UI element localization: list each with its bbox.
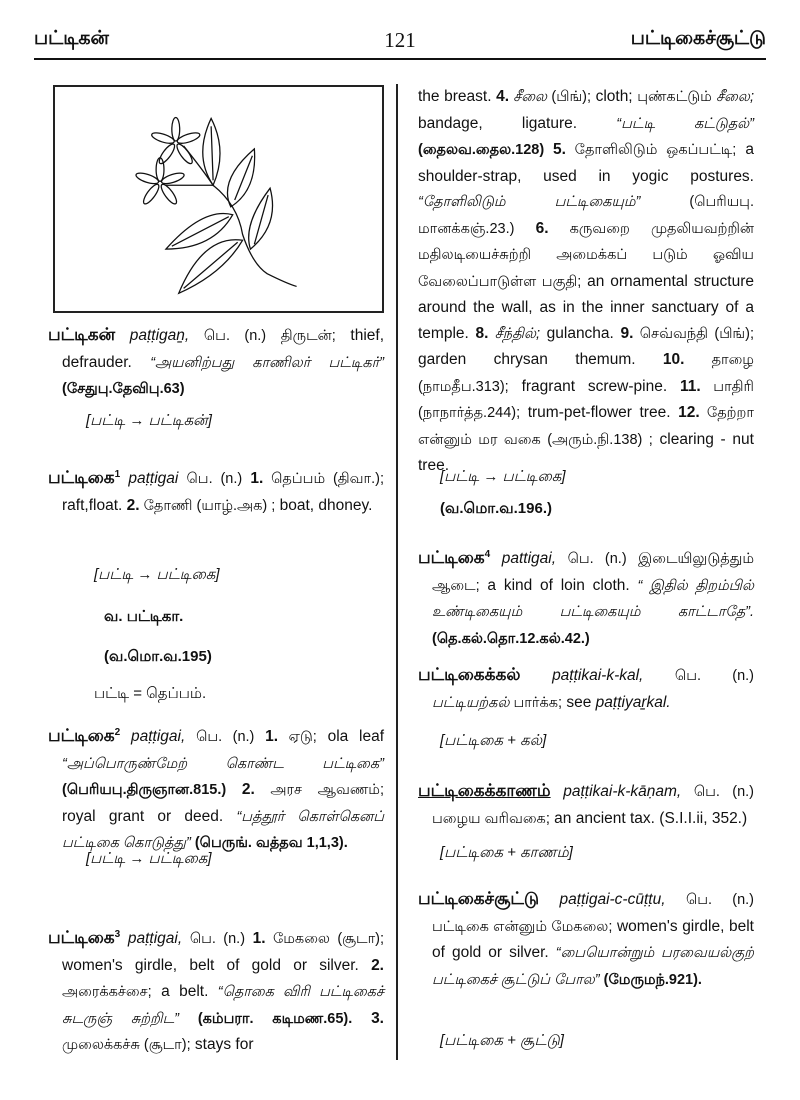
sense-number: 4. (496, 88, 510, 105)
headword: பட்டிகைக்கல் (418, 665, 521, 684)
sense-number: 6. (535, 219, 549, 237)
leaf-icon (166, 213, 233, 249)
sense-number: 2. (126, 496, 140, 514)
definition-ta: பழைய வரிவகை; (432, 810, 550, 827)
sense-number: 2. (371, 956, 384, 974)
quotation: “அப்பொருண்மேற் கொண்ட பட்டிகை” (62, 755, 384, 772)
part-of-speech: பெ. (n.) (196, 729, 255, 746)
definition-en: stays for (190, 1036, 254, 1054)
entry-pattikai-k-kanam (418, 778, 754, 832)
sense-number: 10. (662, 351, 685, 368)
citation: (பெரியபு. மானக்கஞ்.23.) (418, 194, 754, 237)
definition-en: raft,float. (62, 496, 127, 514)
definition-en: a belt. (151, 983, 218, 1001)
quotation: “தோளிலிடும் பட்டிகையும்” (418, 194, 641, 210)
definition-ta: இடையிலுடுத்தும் ஆடை; (432, 551, 754, 594)
definition-en: gulancha. (540, 324, 621, 342)
reference-note: (வ.மொ.வ.195) (104, 648, 212, 665)
definition-en: an ancient tax. (S.I.I.ii, 352.) (549, 809, 748, 827)
leaf-icon (249, 188, 273, 249)
transliteration: paṭṭikai-k-kāṇam, (563, 783, 682, 800)
headword: பட்டிகை (48, 726, 115, 746)
part-of-speech: பெ. (n.) (186, 471, 243, 488)
sense-number: 1. (265, 728, 279, 746)
running-header (34, 22, 766, 60)
part-of-speech: பெ. (n.) (674, 668, 755, 684)
part-of-speech: பெ. (n.) (189, 931, 246, 948)
quotation: “பையொன்றும் பரவையல்குற் பட்டிகைச் சூட்டுப் போல” (432, 945, 755, 988)
transliteration: paṭṭigaṉ, (129, 327, 190, 344)
headword: பட்டிகை (418, 548, 485, 568)
definition-ta: புண்கட்டும் (637, 89, 717, 105)
part-of-speech: பெ. (n.) (567, 551, 627, 568)
definition-en: a shoulder-strap, used in yogic postures. (418, 141, 754, 185)
definition-ta: திருடன்; (280, 328, 336, 344)
leaf-icon (227, 149, 254, 207)
definition-ta: அரச ஆவணம்; (254, 782, 384, 799)
branch-stem (184, 146, 297, 286)
part-of-speech: பெ. (n.) (203, 328, 267, 344)
entry-pattigai-4 (418, 542, 754, 652)
definition-en: bandage, ligature. (418, 114, 617, 132)
citation: (பெருங். வத்தவ 1,1,3). (190, 835, 348, 852)
definition-en: royal grant or deed. (62, 807, 237, 825)
definition-ta: மேகலை (சூடா); (265, 931, 384, 948)
quotation: “தொகை விரி பட்டிகைச் சுடருஞ் சுற்றிட” (62, 984, 384, 1027)
entry-pattigai-3-continued (418, 84, 754, 479)
homonym-number: 1 (114, 469, 121, 480)
definition-ta: தெப்பம் (திவா.); (263, 471, 385, 488)
homonym-number: 2 (114, 727, 121, 738)
definition-ta: தோளிலிடும் ஒகப்பட்டி; (565, 142, 737, 158)
definition-ta: அரைக்கச்சை; (62, 984, 152, 1001)
etymology: [பட்டி → பட்டிகன்] (86, 412, 212, 429)
definition-ta: கருவறை முதலியவற்றின் மதிலடியைச்சுற்றி அமைக்கப் படும் ஓவிய வேலைப்பாடுள்ள பகுதி; (418, 220, 754, 290)
quotation: “பட்டி கட்டுதல்” (616, 115, 755, 132)
transliteration: paṭṭikai-k-kal, (552, 667, 644, 684)
definition-en: trum-pet-flower tree. (520, 404, 679, 421)
column-divider (396, 84, 398, 1060)
sense-number: 1. (250, 470, 264, 488)
definition-ta: தாழை (நாமதீப.313); (418, 352, 754, 395)
entry-pattigai-1 (48, 462, 384, 519)
homonym-number: 4 (484, 549, 491, 560)
reference-note: (வ.மொ.வ.196.) (440, 500, 552, 517)
definition-ta: பட்டிகை என்னும் மேகலை; (432, 918, 613, 935)
citation: (சேதுபு.தேவிபு.63) (62, 381, 185, 397)
see-label-en: see (562, 693, 596, 711)
citation: (பெரியபு.திருஞான.815.) (62, 782, 242, 799)
definition-en: garden chrysan themum. (418, 351, 663, 368)
etymology: [பட்டிகை + சூட்டு] (440, 1032, 564, 1049)
transliteration: pattigai, (501, 550, 557, 568)
definition-en: boat, dhoney. (275, 496, 373, 514)
citation: (தெ.கல்.தொ.12.கல்.42.) (432, 630, 590, 647)
definition-ta: சீந்தில்; (488, 325, 541, 342)
definition-en: a kind of loin cloth. (479, 576, 638, 594)
definition-en: an ornamental structure around the wall, as in the inner sanctuary of a temple. (418, 272, 754, 342)
part-of-speech: பெ. (n.) (685, 892, 755, 908)
sense-number: 2. (241, 781, 255, 799)
transliteration: paṭṭigai, (127, 930, 183, 948)
guide-word-left: பட்டிகன் (34, 28, 109, 49)
etymology: [பட்டி → பட்டிகை] (440, 468, 566, 485)
citation: (மேருமந்.921). (599, 971, 702, 988)
see-label-ta: பார்க்க; (509, 694, 563, 711)
headword: பட்டிகைக்காணம் (418, 781, 551, 800)
entry-pattigai-2 (48, 720, 384, 857)
headword: பட்டிகை (48, 468, 115, 488)
definition-ta: சீலை; (716, 89, 754, 105)
definition-ta: ஏடு; (278, 729, 317, 746)
source: (பிங்); (547, 89, 591, 105)
sense-number: 3. (371, 1009, 384, 1027)
sense-number: 8. (475, 324, 489, 342)
transliteration: paṭṭigai, (131, 728, 186, 746)
sense-number: 9. (620, 324, 634, 342)
quotation: “பத்தூர் கொள்கெனப் பட்டிகை கொடுத்து” (62, 808, 384, 852)
sense-number: 5. (552, 141, 566, 158)
page-number: 121 (384, 28, 416, 52)
sense-number: 11. (680, 377, 701, 395)
citation: (கம்பரா. கடிமண.65). (179, 1010, 372, 1027)
homonym-number: 3 (114, 929, 121, 940)
leaf-icon (179, 240, 243, 294)
definition-en: clearing - nut tree. (418, 430, 754, 474)
quotation: “அயனிற்பது காணிலர் பட்டிகர்” (150, 354, 385, 371)
transliteration: paṭṭigai-c-cūṭṭu, (559, 891, 666, 908)
cross-reference-ta: பட்டியற்கல் (432, 694, 510, 711)
transliteration: paṭṭigai (128, 470, 179, 488)
headword: பட்டிகை (48, 928, 115, 948)
headword: பட்டிகன் (48, 325, 116, 344)
definition-ta: தோணி (யாழ்.அக) ; (139, 497, 276, 514)
etymology: [பட்டி → பட்டிகை] (86, 850, 212, 867)
citation: (தைலவ.தைல.128) (418, 142, 553, 158)
definition-ta: பாதிரி (நாநார்த்த.244); (418, 378, 754, 421)
etymology: [பட்டிகை + காணம்] (440, 844, 573, 861)
entry-pattikai-k-kal (418, 662, 754, 716)
definition-ta: தேற்றா என்னும் மர வகை (அரும்.நி.138) ; (418, 405, 754, 448)
definition-en: women's girdle, belt of gold or silver. (62, 956, 372, 974)
entry-pattigan (48, 322, 384, 403)
flower-icon (135, 158, 185, 206)
entry-pattigai-3 (48, 922, 384, 1059)
definition-en: thief, defrauder. (62, 327, 385, 371)
quotation: “ இதில் திறம்பில் உண்டிகையும் பட்டிகையும் காட்டாதே”. (432, 577, 754, 621)
definition-ta: முலைக்கச்சு (சூடா); (62, 1037, 191, 1054)
etymology: [பட்டி → பட்டிகை] (94, 566, 220, 583)
sense-number: 12. (678, 404, 700, 421)
definition-en: the breast. (418, 88, 497, 105)
illustration-frame (53, 85, 384, 313)
sense-number: 1. (252, 930, 266, 948)
definition-ta: சீலை (509, 89, 548, 105)
cross-reference-translit: paṭṭiyaṟkal. (595, 693, 671, 711)
definition-en: cloth; (591, 88, 638, 105)
sanskrit-note: வ. பட்டிகா. (104, 608, 184, 625)
guide-word-right: பட்டிகைச்சூட்டு (630, 28, 766, 49)
etymology: [பட்டிகை + கல்] (440, 732, 547, 749)
definition-ta: செவ்வந்தி (பிங்); (633, 325, 754, 342)
gloss-note: பட்டி = தெப்பம். (94, 685, 207, 702)
entry-pattigai-c-cuttu (418, 886, 754, 993)
part-of-speech: பெ. (n.) (693, 784, 754, 800)
definition-en: women's girdle, belt of gold or silver. (432, 917, 754, 961)
definition-en: ola leaf (316, 728, 385, 746)
definition-en: fragrant screw-pine. (508, 377, 680, 395)
headword: பட்டிகைச்சூட்டு (418, 889, 540, 908)
flowering-branch-illustration (55, 87, 382, 311)
